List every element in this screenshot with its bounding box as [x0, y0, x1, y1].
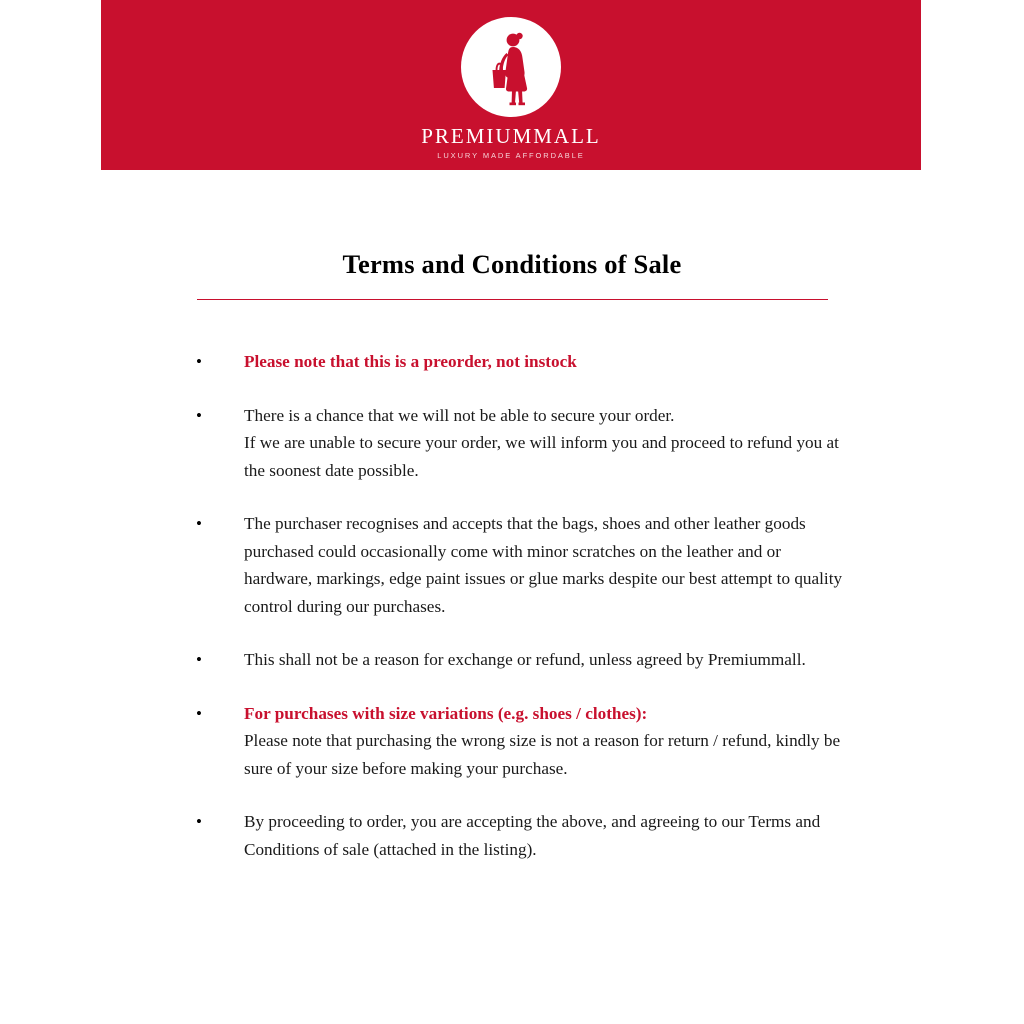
list-item	[193, 402, 853, 485]
list-item-line: Please note that purchasing the wrong size is not a reason for return / refund, kindly be sure of your size before making your purchase.	[244, 731, 841, 778]
woman-with-handbag-logo-icon	[461, 17, 561, 117]
list-item-body	[244, 348, 853, 376]
bullet-icon: •	[196, 405, 202, 425]
terms-list	[193, 348, 853, 863]
list-item	[193, 348, 853, 376]
page-title: Terms and Conditions of Sale	[342, 249, 682, 279]
bullet-icon: •	[196, 650, 202, 669]
list-item	[193, 808, 853, 863]
list-item-body	[244, 700, 853, 783]
list-item-line: The purchaser recognises and accepts that the bags, shoes and other leather goods purchased could occasionally come with minor scratches on the leather and or hardware, markings, edge paint issues or glue marks despite our best attempt to quality control during our purchases.	[244, 514, 843, 616]
list-item-body	[244, 646, 853, 674]
brand-banner	[101, 0, 921, 170]
brand-name: PREMIUMMALL	[421, 123, 601, 148]
list-item-line: By proceeding to order, you are accepting the above, and agreeing to our Terms and Conditions of sale (attached in the listing).	[244, 812, 821, 859]
list-item-body	[244, 510, 853, 620]
list-item-line: If we are unable to secure your order, we will inform you and proceed to refund you at the soonest date possible.	[244, 433, 839, 480]
title-divider	[197, 299, 828, 300]
bullet-icon: •	[196, 514, 202, 533]
bullet-icon: •	[196, 812, 202, 831]
list-item-line: Please note that this is a preorder, not instock	[244, 352, 577, 371]
bullet-icon: •	[196, 352, 202, 371]
list-item-body	[244, 402, 853, 485]
list-item-line: This shall not be a reason for exchange or refund, unless agreed by Premiummall.	[244, 650, 806, 669]
brand-tagline: LUXURY MADE AFFORDABLE	[437, 150, 585, 160]
list-item	[193, 646, 853, 674]
list-item-body	[244, 808, 853, 863]
brand-block	[421, 17, 601, 160]
list-item	[193, 700, 853, 783]
bullet-icon: •	[196, 703, 202, 723]
list-item-line: There is a chance that we will not be able to secure your order.	[244, 405, 675, 425]
list-item	[193, 510, 853, 620]
list-item-line: For purchases with size variations (e.g. shoes / clothes):	[244, 703, 648, 723]
